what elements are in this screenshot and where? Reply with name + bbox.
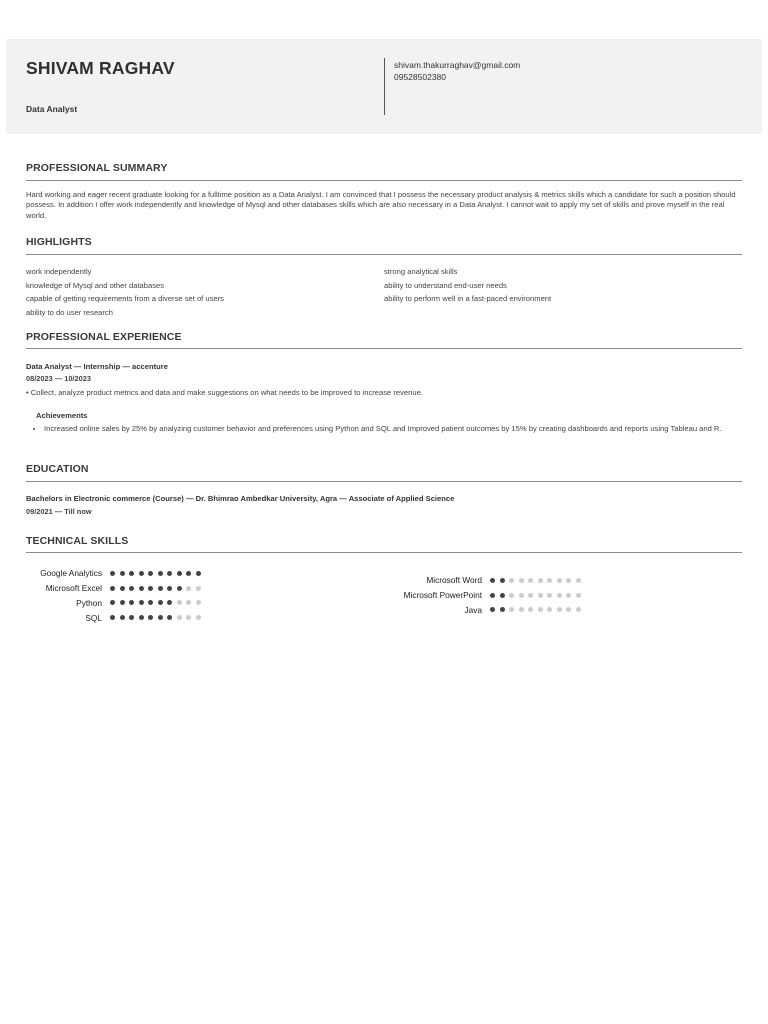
rating-dot-filled: [129, 571, 134, 576]
rating-dot-filled: [167, 586, 172, 591]
rating-dot-empty: [576, 593, 581, 598]
rating-dot-filled: [120, 615, 125, 620]
skill-rating: [490, 593, 585, 598]
candidate-name: SHIVAM RAGHAV: [26, 58, 175, 78]
skill-name: Python: [76, 597, 102, 608]
skill-name: Microsoft PowerPoint: [403, 590, 482, 601]
rating-dot-empty: [538, 607, 543, 612]
rating-dot-empty: [509, 578, 514, 583]
rating-dot-filled: [500, 578, 505, 583]
highlight-item: ability to understand end-user needs: [384, 280, 507, 290]
rating-dot-filled: [139, 586, 144, 591]
contact-info: [394, 60, 520, 83]
skill-row: [26, 566, 205, 581]
skill-rating: [110, 600, 205, 605]
rating-dot-filled: [129, 600, 134, 605]
rating-dot-empty: [186, 615, 191, 620]
rating-dot-empty: [196, 586, 201, 591]
rating-dot-filled: [110, 571, 115, 576]
highlight-item: knowledge of Mysql and other databases: [26, 280, 165, 290]
rating-dot-filled: [490, 607, 495, 612]
rating-dot-empty: [557, 578, 562, 583]
rating-dot-filled: [167, 600, 172, 605]
experience-heading: PROFESSIONAL EXPERIENCE: [26, 331, 182, 343]
rating-dot-empty: [519, 607, 524, 612]
skill-name: Microsoft Word: [426, 575, 482, 586]
education-dates: 09/2021 — Till now: [26, 507, 92, 516]
highlights-right-list: [384, 265, 551, 306]
skill-row: [384, 573, 585, 588]
rating-dot-empty: [528, 607, 533, 612]
experience-entry: [26, 361, 742, 434]
skill-name: Java: [464, 604, 482, 615]
rating-dot-empty: [566, 593, 571, 598]
rating-dot-filled: [148, 571, 153, 576]
rating-dot-empty: [566, 607, 571, 612]
rating-dot-empty: [186, 600, 191, 605]
rating-dot-empty: [519, 578, 524, 583]
rating-dot-filled: [500, 593, 505, 598]
rating-dot-filled: [129, 586, 134, 591]
experience-title: Data Analyst — Internship — accenture: [26, 362, 168, 371]
rating-dot-filled: [177, 586, 182, 591]
highlight-item: ability to do user research: [26, 307, 113, 317]
rating-dot-empty: [538, 593, 543, 598]
skill-row: [26, 596, 205, 611]
highlights-divider: [26, 254, 742, 255]
skill-row: [26, 581, 205, 596]
rating-dot-filled: [148, 586, 153, 591]
rating-dot-filled: [139, 615, 144, 620]
rating-dot-empty: [528, 578, 533, 583]
rating-dot-filled: [148, 615, 153, 620]
rating-dot-filled: [158, 615, 163, 620]
rating-dot-filled: [500, 607, 505, 612]
education-divider: [26, 481, 742, 482]
rating-dot-filled: [186, 571, 191, 576]
rating-dot-filled: [120, 586, 125, 591]
skill-name: SQL: [85, 612, 102, 623]
skill-rating: [110, 571, 205, 576]
achievement-item: • Increased online sales by 25% by analyzing customer behavior and preferences using Python and SQL and Improved patient outcomes by 15% by creating dashboards and reports using Tableau and R.: [44, 424, 742, 434]
skill-row: [26, 610, 205, 625]
rating-dot-empty: [547, 578, 552, 583]
rating-dot-empty: [519, 593, 524, 598]
skill-row: [384, 603, 585, 618]
summary-heading: PROFESSIONAL SUMMARY: [26, 162, 168, 174]
highlights-left-list: [26, 265, 224, 319]
rating-dot-filled: [490, 593, 495, 598]
rating-dot-filled: [110, 615, 115, 620]
skill-name: Google Analytics: [40, 568, 102, 579]
rating-dot-empty: [576, 578, 581, 583]
rating-dot-empty: [547, 607, 552, 612]
rating-dot-filled: [158, 600, 163, 605]
rating-dot-empty: [538, 578, 543, 583]
rating-dot-empty: [557, 593, 562, 598]
skill-rating: [490, 578, 585, 583]
rating-dot-empty: [576, 607, 581, 612]
rating-dot-filled: [110, 586, 115, 591]
rating-dot-filled: [177, 571, 182, 576]
rating-dot-empty: [509, 607, 514, 612]
experience-bullet: • Collect, analyze product metrics and data and make suggestions on what needs to be improved to increase revenue.: [26, 388, 423, 397]
experience-divider: [26, 348, 742, 349]
rating-dot-empty: [196, 615, 201, 620]
skill-rating: [110, 586, 205, 591]
rating-dot-filled: [139, 600, 144, 605]
skills-divider: [26, 552, 742, 553]
rating-dot-filled: [120, 571, 125, 576]
rating-dot-empty: [186, 586, 191, 591]
rating-dot-filled: [490, 578, 495, 583]
rating-dot-filled: [158, 586, 163, 591]
header-divider: [384, 58, 385, 115]
rating-dot-empty: [566, 578, 571, 583]
email-text[interactable]: shivam.thakurraghav@gmail.com: [394, 60, 521, 70]
rating-dot-filled: [158, 571, 163, 576]
rating-dot-empty: [177, 600, 182, 605]
achievements-label: Achievements: [36, 411, 88, 420]
highlight-item: strong analytical skills: [384, 267, 458, 276]
rating-dot-empty: [196, 600, 201, 605]
rating-dot-filled: [167, 615, 172, 620]
rating-dot-filled: [167, 571, 172, 576]
rating-dot-filled: [129, 615, 134, 620]
highlight-item: work independently: [26, 267, 92, 276]
rating-dot-filled: [139, 571, 144, 576]
experience-dates: 08/2023 — 10/2023: [26, 374, 91, 383]
rating-dot-empty: [509, 593, 514, 598]
summary-text: Hard working and eager recent graduate looking for a fulltime position as a Data Analyst. I am convinced that I possess the necessary product analysis & metrics skills which a candidate for such a position should possess. In addition I offer work independently and knowledge of Mysql and other databases skills which are also necessary in a Data Analyst. I cannot wait to apply my set of skills and prove myself in the real world.: [26, 190, 736, 220]
rating-dot-filled: [148, 600, 153, 605]
rating-dot-empty: [528, 593, 533, 598]
highlights-heading: HIGHLIGHTS: [26, 236, 92, 248]
rating-dot-filled: [110, 600, 115, 605]
rating-dot-filled: [196, 571, 201, 576]
skills-right-list: [384, 573, 585, 617]
phone-text[interactable]: 09528502380: [394, 71, 447, 82]
highlight-item: ability to perform well in a fast-paced environment: [384, 294, 552, 303]
rating-dot-filled: [120, 600, 125, 605]
education-heading: EDUCATION: [26, 463, 89, 475]
skills-left-list: [26, 566, 205, 625]
achievements-list: [44, 424, 742, 434]
skill-rating: [110, 615, 205, 620]
skills-heading: TECHNICAL SKILLS: [26, 535, 129, 547]
rating-dot-empty: [547, 593, 552, 598]
rating-dot-empty: [177, 615, 182, 620]
summary-divider: [26, 180, 742, 181]
education-degree: Bachelors in Electronic commerce (Course) — Dr. Bhimrao Ambedkar University, Agra — Associate of Applied Science: [26, 494, 455, 503]
job-title: Data Analyst: [26, 104, 78, 114]
highlight-item: capable of getting requirements from a diverse set of users: [26, 294, 224, 303]
skill-name: Microsoft Excel: [45, 583, 102, 594]
rating-dot-empty: [557, 607, 562, 612]
skill-rating: [490, 607, 585, 612]
skill-row: [384, 588, 585, 603]
